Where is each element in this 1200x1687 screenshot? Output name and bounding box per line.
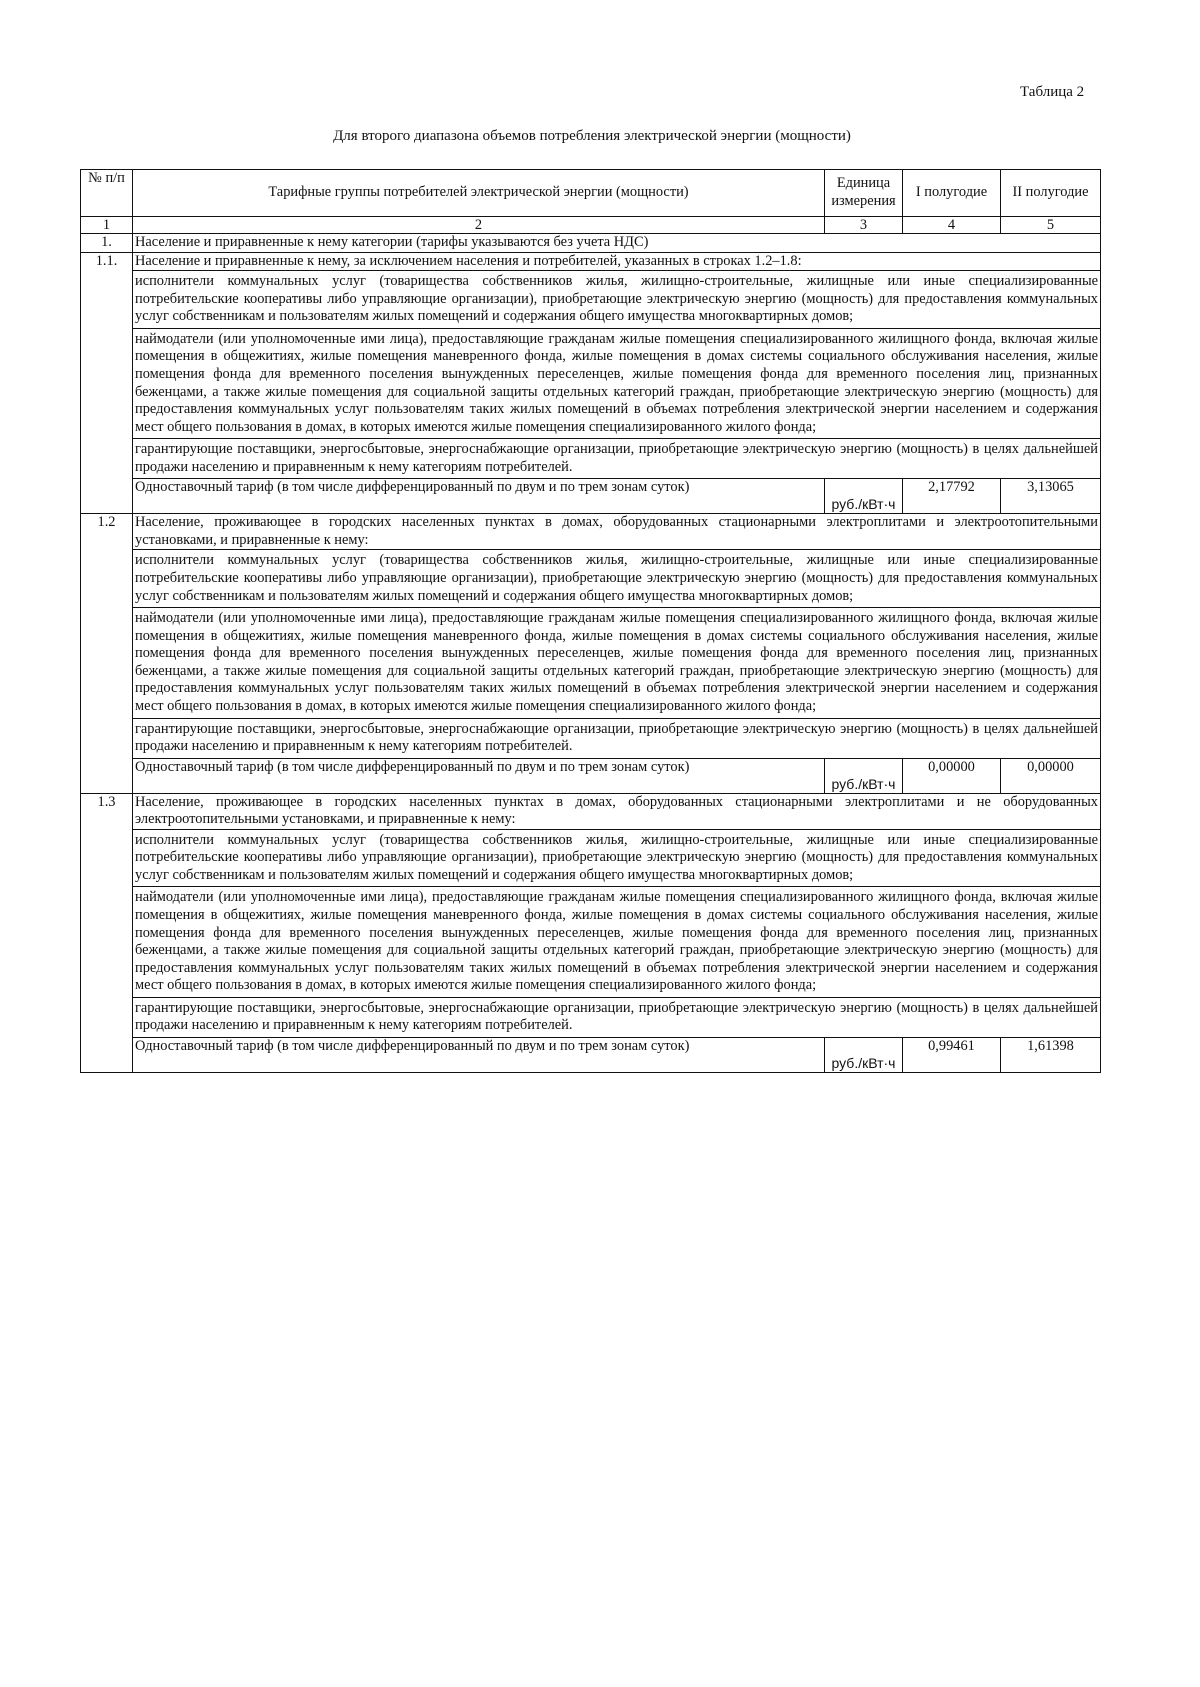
header-row [81,170,1101,217]
consumer-paragraph: наймодатели (или уполномоченные ими лица), предоставляющие гражданам жилые помещения специализированного жилищного фонда, включая жилые помещения в общежитиях, жилые помещения маневренного фонда, жилые помещения в домах системы социального обслуживания населения, жилые помещения фонда для временного поселения вынужденных переселенцев, жилые помещения фонда для временного поселения лиц, признанных беженцами, а также жилые помещения для социальной защиты отдельных категорий граждан, приобретающие электрическую энергию (мощность) для предоставления коммунальных услуг пользователям таких жилых помещений в объемах потребления электрической энергии населением и содержания мест общего пользования в домах, в которых имеются жилые помещения специализированного жилого фонда; [133,887,1101,997]
consumer-paragraph: исполнители коммунальных услуг (товарищества собственников жилья, жилищно-строительные, жилищные или иные специализированные потребительские кооперативы либо управляющие организации), приобретающие электрическую энергию (мощность) для предоставления коммунальных услуг собственникам и пользователям жилых помещений и содержания общего имущества многоквартирных домов; [133,271,1101,329]
consumer-paragraph: гарантирующие поставщики, энергосбытовые, энергоснабжающие организации, приобретающие электрическую энергию (мощность) в целях дальнейшей продажи населению и приравненным к нему категориям потребителей. [133,997,1101,1037]
tariff-label: Одноставочный тариф (в том числе дифференцированный по двум и по трем зонам суток) [133,479,825,514]
row-number: 1.1. [81,252,133,514]
table-row [81,550,1101,608]
value-h2: 1,61398 [1001,1037,1101,1072]
header-col-no: № п/п [81,170,133,217]
header-col-h1: I полугодие [903,170,1001,217]
table-row [81,793,1101,829]
tariff-row [81,1037,1101,1072]
header-col-groups: Тарифные группы потребителей электрической энергии (мощности) [133,170,825,217]
consumer-paragraph: наймодатели (или уполномоченные ими лица), предоставляющие гражданам жилые помещения специализированного жилищного фонда, включая жилые помещения в общежитиях, жилые помещения маневренного фонда, жилые помещения в домах системы социального обслуживания населения, жилые помещения фонда для временного поселения вынужденных переселенцев, жилые помещения фонда для временного поселения лиц, признанных беженцами, а также жилые помещения для социальной защиты отдельных категорий граждан, приобретающие электрическую энергию (мощность) для предоставления коммунальных услуг пользователям таких жилых помещений в объемах потребления электрической энергии населением и содержания мест общего пользования в домах, в которых имеются жилые помещения специализированного жилого фонда; [133,608,1101,718]
unit-cell: руб./кВт·ч [825,479,903,514]
header-col-h2: II полугодие [1001,170,1101,217]
unit-cell: руб./кВт·ч [825,758,903,793]
table-row [81,439,1101,479]
table-row [81,887,1101,997]
tariff-table [80,169,1101,1073]
row-number: 1. [81,234,133,253]
column-number: 3 [825,217,903,234]
table-row [81,608,1101,718]
row-number: 1.2 [81,514,133,793]
table-row [81,234,1101,253]
table-row [81,514,1101,550]
unit-cell: руб./кВт·ч [825,1037,903,1072]
consumer-paragraph: гарантирующие поставщики, энергосбытовые, энергоснабжающие организации, приобретающие электрическую энергию (мощность) в целях дальнейшей продажи населению и приравненным к нему категориям потребителей. [133,439,1101,479]
row-text: Население, проживающее в городских населенных пунктах в домах, оборудованных стационарными электроплитами и электроотопительными установками, и приравненные к нему: [133,514,1101,550]
tariff-label: Одноставочный тариф (в том числе дифференцированный по двум и по трем зонам суток) [133,758,825,793]
table-row [81,718,1101,758]
table-row [81,829,1101,887]
consumer-paragraph: наймодатели (или уполномоченные ими лица), предоставляющие гражданам жилые помещения специализированного жилищного фонда, включая жилые помещения в общежитиях, жилые помещения маневренного фонда, жилые помещения в домах системы социального обслуживания населения, жилые помещения фонда для временного поселения вынужденных переселенцев, жилые помещения фонда для временного поселения лиц, признанных беженцами, а также жилые помещения для социальной защиты отдельных категорий граждан, приобретающие электрическую энергию (мощность) для предоставления коммунальных услуг пользователям таких жилых помещений в объемах потребления электрической энергии населением и содержания мест общего пользования в домах, в которых имеются жилые помещения специализированного жилого фонда; [133,328,1101,438]
consumer-paragraph: исполнители коммунальных услуг (товарищества собственников жилья, жилищно-строительные, жилищные или иные специализированные потребительские кооперативы либо управляющие организации), приобретающие электрическую энергию (мощность) для предоставления коммунальных услуг собственникам и пользователям жилых помещений и содержания общего имущества многоквартирных домов; [133,829,1101,887]
column-number-row [81,217,1101,234]
row-number: 1.3 [81,793,133,1072]
consumer-paragraph: исполнители коммунальных услуг (товарищества собственников жилья, жилищно-строительные, жилищные или иные специализированные потребительские кооперативы либо управляющие организации), приобретающие электрическую энергию (мощность) для предоставления коммунальных услуг собственникам и пользователям жилых помещений и содержания общего имущества многоквартирных домов; [133,550,1101,608]
value-h1: 0,99461 [903,1037,1001,1072]
table-number: Таблица 2 [1020,84,1085,100]
table-caption: Для второго диапазона объемов потребления электрической энергии (мощности) [333,128,851,144]
tariff-row [81,479,1101,514]
column-number: 5 [1001,217,1101,234]
column-number: 2 [133,217,825,234]
row-text: Население и приравненные к нему, за исключением населения и потребителей, указанных в строках 1.2–1.8: [133,252,1101,271]
tariff-label: Одноставочный тариф (в том числе дифференцированный по двум и по трем зонам суток) [133,1037,825,1072]
header-col-unit: Единица измерения [825,170,903,217]
table-row [81,252,1101,271]
row-text: Население, проживающее в городских населенных пунктах в домах, оборудованных стационарными электроплитами и не оборудованных электроотопительными установками, и приравненные к нему: [133,793,1101,829]
consumer-paragraph: гарантирующие поставщики, энергосбытовые, энергоснабжающие организации, приобретающие электрическую энергию (мощность) в целях дальнейшей продажи населению и приравненным к нему категориям потребителей. [133,718,1101,758]
row-text: Население и приравненные к нему категории (тарифы указываются без учета НДС) [133,234,1101,253]
tariff-row [81,758,1101,793]
table-row [81,328,1101,438]
column-number: 1 [81,217,133,234]
value-h1: 0,00000 [903,758,1001,793]
value-h1: 2,17792 [903,479,1001,514]
column-number: 4 [903,217,1001,234]
table-row [81,997,1101,1037]
value-h2: 3,13065 [1001,479,1101,514]
value-h2: 0,00000 [1001,758,1101,793]
table-row [81,271,1101,329]
